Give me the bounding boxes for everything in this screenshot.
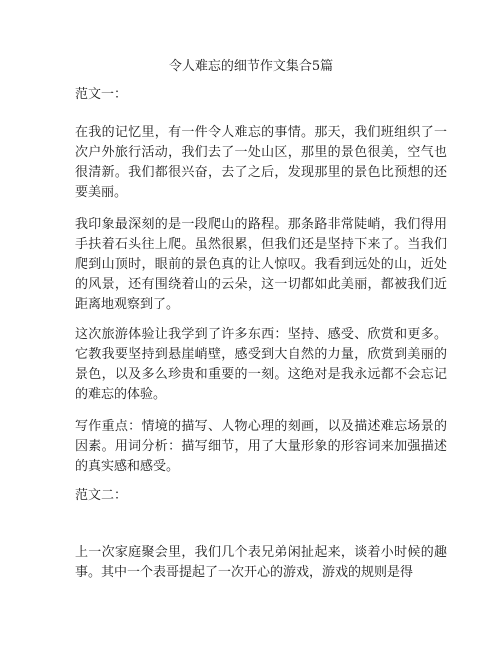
paragraph: 写作重点：情境的描写、人物心理的刻画，以及描述难忘场景的因素。用词分析：描写细节，用了大量形象的形容词来加强描述的真实感和感受。	[75, 419, 447, 474]
document-title: 令人难忘的细节作文集合5篇	[168, 59, 334, 74]
paragraph: 我印象最深刻的是一段爬山的路程。那条路非常陡峭，我们得用手扶着石头往上爬。虽然很累，但我们还是坚持下来了。当我们爬到山顶时，眼前的景色真的让人惊叹。我看到远处的山，近处的风景，还有围绕着山的云朵，这一切都如此美丽，都被我们近距离地观察到了。	[75, 217, 447, 312]
paragraph: 在我的记忆里，有一件令人难忘的事情。那天，我们班组织了一次户外旅行活动，我们去了一处山区，那里的景色很美，空气也很清新。我们都很兴奋，去了之后，发现那里的景色比预想的还要美丽。	[75, 125, 447, 200]
paragraph: 上一次家庭聚会里，我们几个表兄弟闲扯起来，谈着小时候的趣事。其中一个表哥提起了一次开心的游戏，游戏的规则是得	[75, 545, 447, 580]
section-label-2: 范文二：	[75, 488, 128, 503]
paragraph: 这次旅游体验让我学到了许多东西：坚持、感受、欣赏和更多。它教我要坚持到悬崖峭壁，感受到大自然的力量，欣赏到美丽的景色，以及多么珍贵和重要的一刻。这绝对是我永远都不会忘记的难忘的体验。	[75, 327, 447, 402]
section-label-1: 范文一：	[75, 87, 128, 102]
